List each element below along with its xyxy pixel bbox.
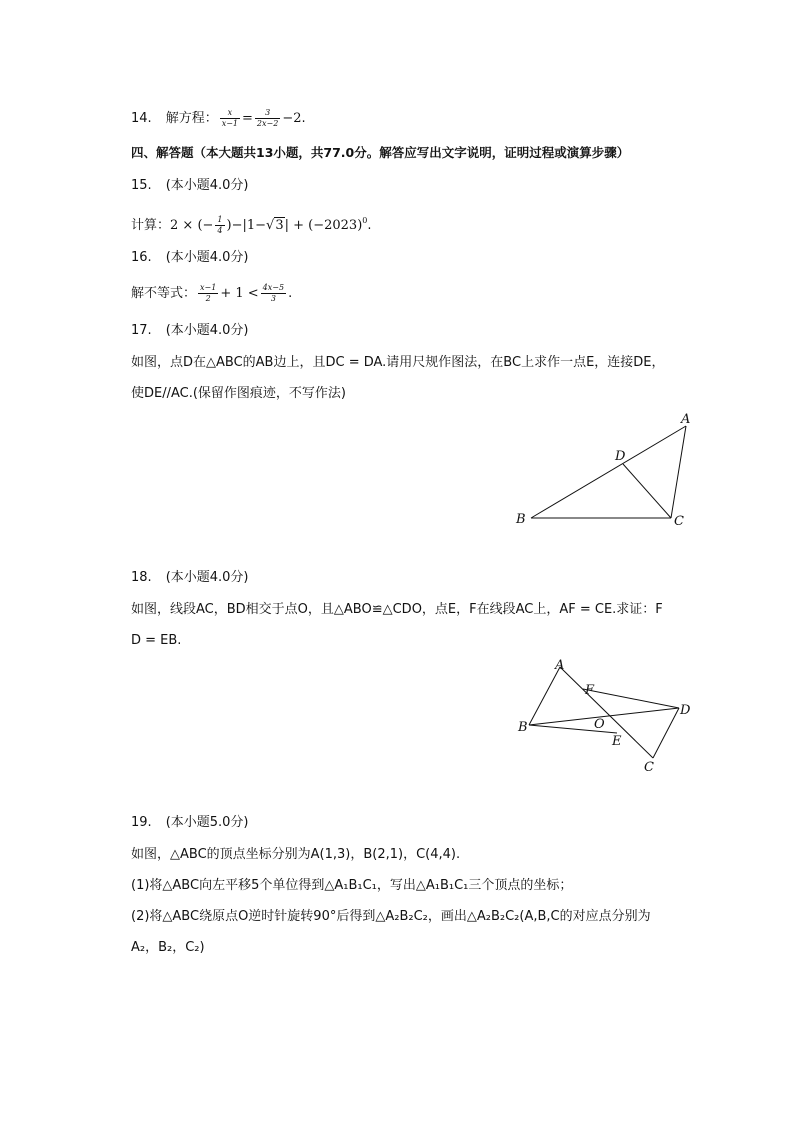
label-a: A <box>681 412 691 427</box>
triangle-abc-figure <box>510 408 710 533</box>
question-score: (本小题4.0分) <box>165 250 249 265</box>
label-b: B <box>516 512 526 527</box>
question-15-header <box>131 176 249 196</box>
period: . <box>301 111 306 126</box>
period: . <box>288 286 293 301</box>
question-19-header <box>131 813 249 833</box>
question-18-header <box>131 568 249 588</box>
question-number: 17. <box>131 323 152 338</box>
expression: )−|1− <box>226 218 267 233</box>
label-e: E <box>612 734 622 749</box>
segment-ab <box>529 667 560 725</box>
question-score: (本小题5.0分) <box>165 815 249 830</box>
question-17-line1: 如图，点D在△ABC的AB边上，且DC = DA.请用尺规作图法，在BC上求作一点E，连接DE， <box>131 355 665 370</box>
question-19-line1: 如图，△ABC的顶点坐标分别为A(1,3)，B(2,1)，C(4,4). <box>131 847 461 862</box>
sqrt-value: 3 <box>275 218 284 233</box>
question-score: (本小题4.0分) <box>165 178 249 193</box>
congruent-triangles-figure <box>510 655 710 780</box>
label-b: B <box>518 720 528 735</box>
question-18-line1: 如图，线段AC，BD相交于点O，且△ABO≌△CDO，点E，F在线段AC上，AF = CE.求证：F <box>131 602 663 617</box>
fraction: $\frac{1}{4}$ <box>217 215 223 235</box>
question-16-body <box>131 283 292 304</box>
section-title: 四、解答题（本大题共13小题，共77.0分。解答应写出文字说明，证明过程或演算步骤） <box>131 145 630 160</box>
question-number: 16. <box>131 250 152 265</box>
question-15-body <box>131 211 372 236</box>
question-lead: 解不等式： <box>131 286 197 301</box>
label-f: F <box>585 683 595 698</box>
question-score: (本小题4.0分) <box>165 323 249 338</box>
question-18-line2: D = EB. <box>131 633 182 648</box>
segment-ba <box>531 426 686 518</box>
question-score: (本小题4.0分) <box>165 570 249 585</box>
fraction: $\frac{3}{2x-2}$ <box>256 108 279 128</box>
label-d: D <box>680 703 691 718</box>
question-19-line4: A₂，B₂，C₂) <box>131 940 205 955</box>
label-o: O <box>594 717 605 732</box>
question-19-line3: (2)将△ABC绕原点O逆时针旋转90°后得到△A₂B₂C₂，画出△A₂B₂C₂(A,B,C的对应点分别为 <box>131 909 651 924</box>
segment-dc <box>653 708 679 758</box>
question-19-line2: (1)将△ABC向左平移5个单位得到△A₁B₁C₁，写出△A₁B₁C₁三个顶点的坐标； <box>131 878 573 893</box>
expression: −2 <box>282 111 302 126</box>
exponent: 0 <box>362 216 368 225</box>
label-c: C <box>644 760 654 775</box>
period: . <box>367 218 372 233</box>
question-16-header <box>131 248 249 268</box>
question-number: 15. <box>131 178 152 193</box>
question-lead: 解方程： <box>165 111 218 126</box>
segment-fd <box>583 689 679 708</box>
fraction: $\frac{x-1}{2}$ <box>200 283 217 303</box>
expression: + 1 < <box>220 286 259 301</box>
expression: | + (−2023) <box>284 218 363 233</box>
fraction: $\frac{4x-5}{3}$ <box>262 283 285 303</box>
segment-ac <box>671 426 686 518</box>
equals-sign: = <box>242 111 253 126</box>
question-number: 14. <box>131 111 152 126</box>
question-lead: 计算： <box>131 218 171 233</box>
question-14 <box>131 108 306 129</box>
label-c: C <box>674 514 684 529</box>
question-number: 18. <box>131 570 152 585</box>
question-17-header <box>131 321 249 341</box>
label-a: A <box>555 658 565 673</box>
question-number: 19. <box>131 815 152 830</box>
segment-dc <box>623 464 671 518</box>
sqrt-sign: √ <box>266 218 275 233</box>
fraction: $\frac{x}{x-1}$ <box>221 108 239 128</box>
label-d: D <box>615 449 626 464</box>
expression: 2 × (− <box>170 218 214 233</box>
question-17-line2: 使DE//AC.(保留作图痕迹，不写作法) <box>131 386 347 401</box>
